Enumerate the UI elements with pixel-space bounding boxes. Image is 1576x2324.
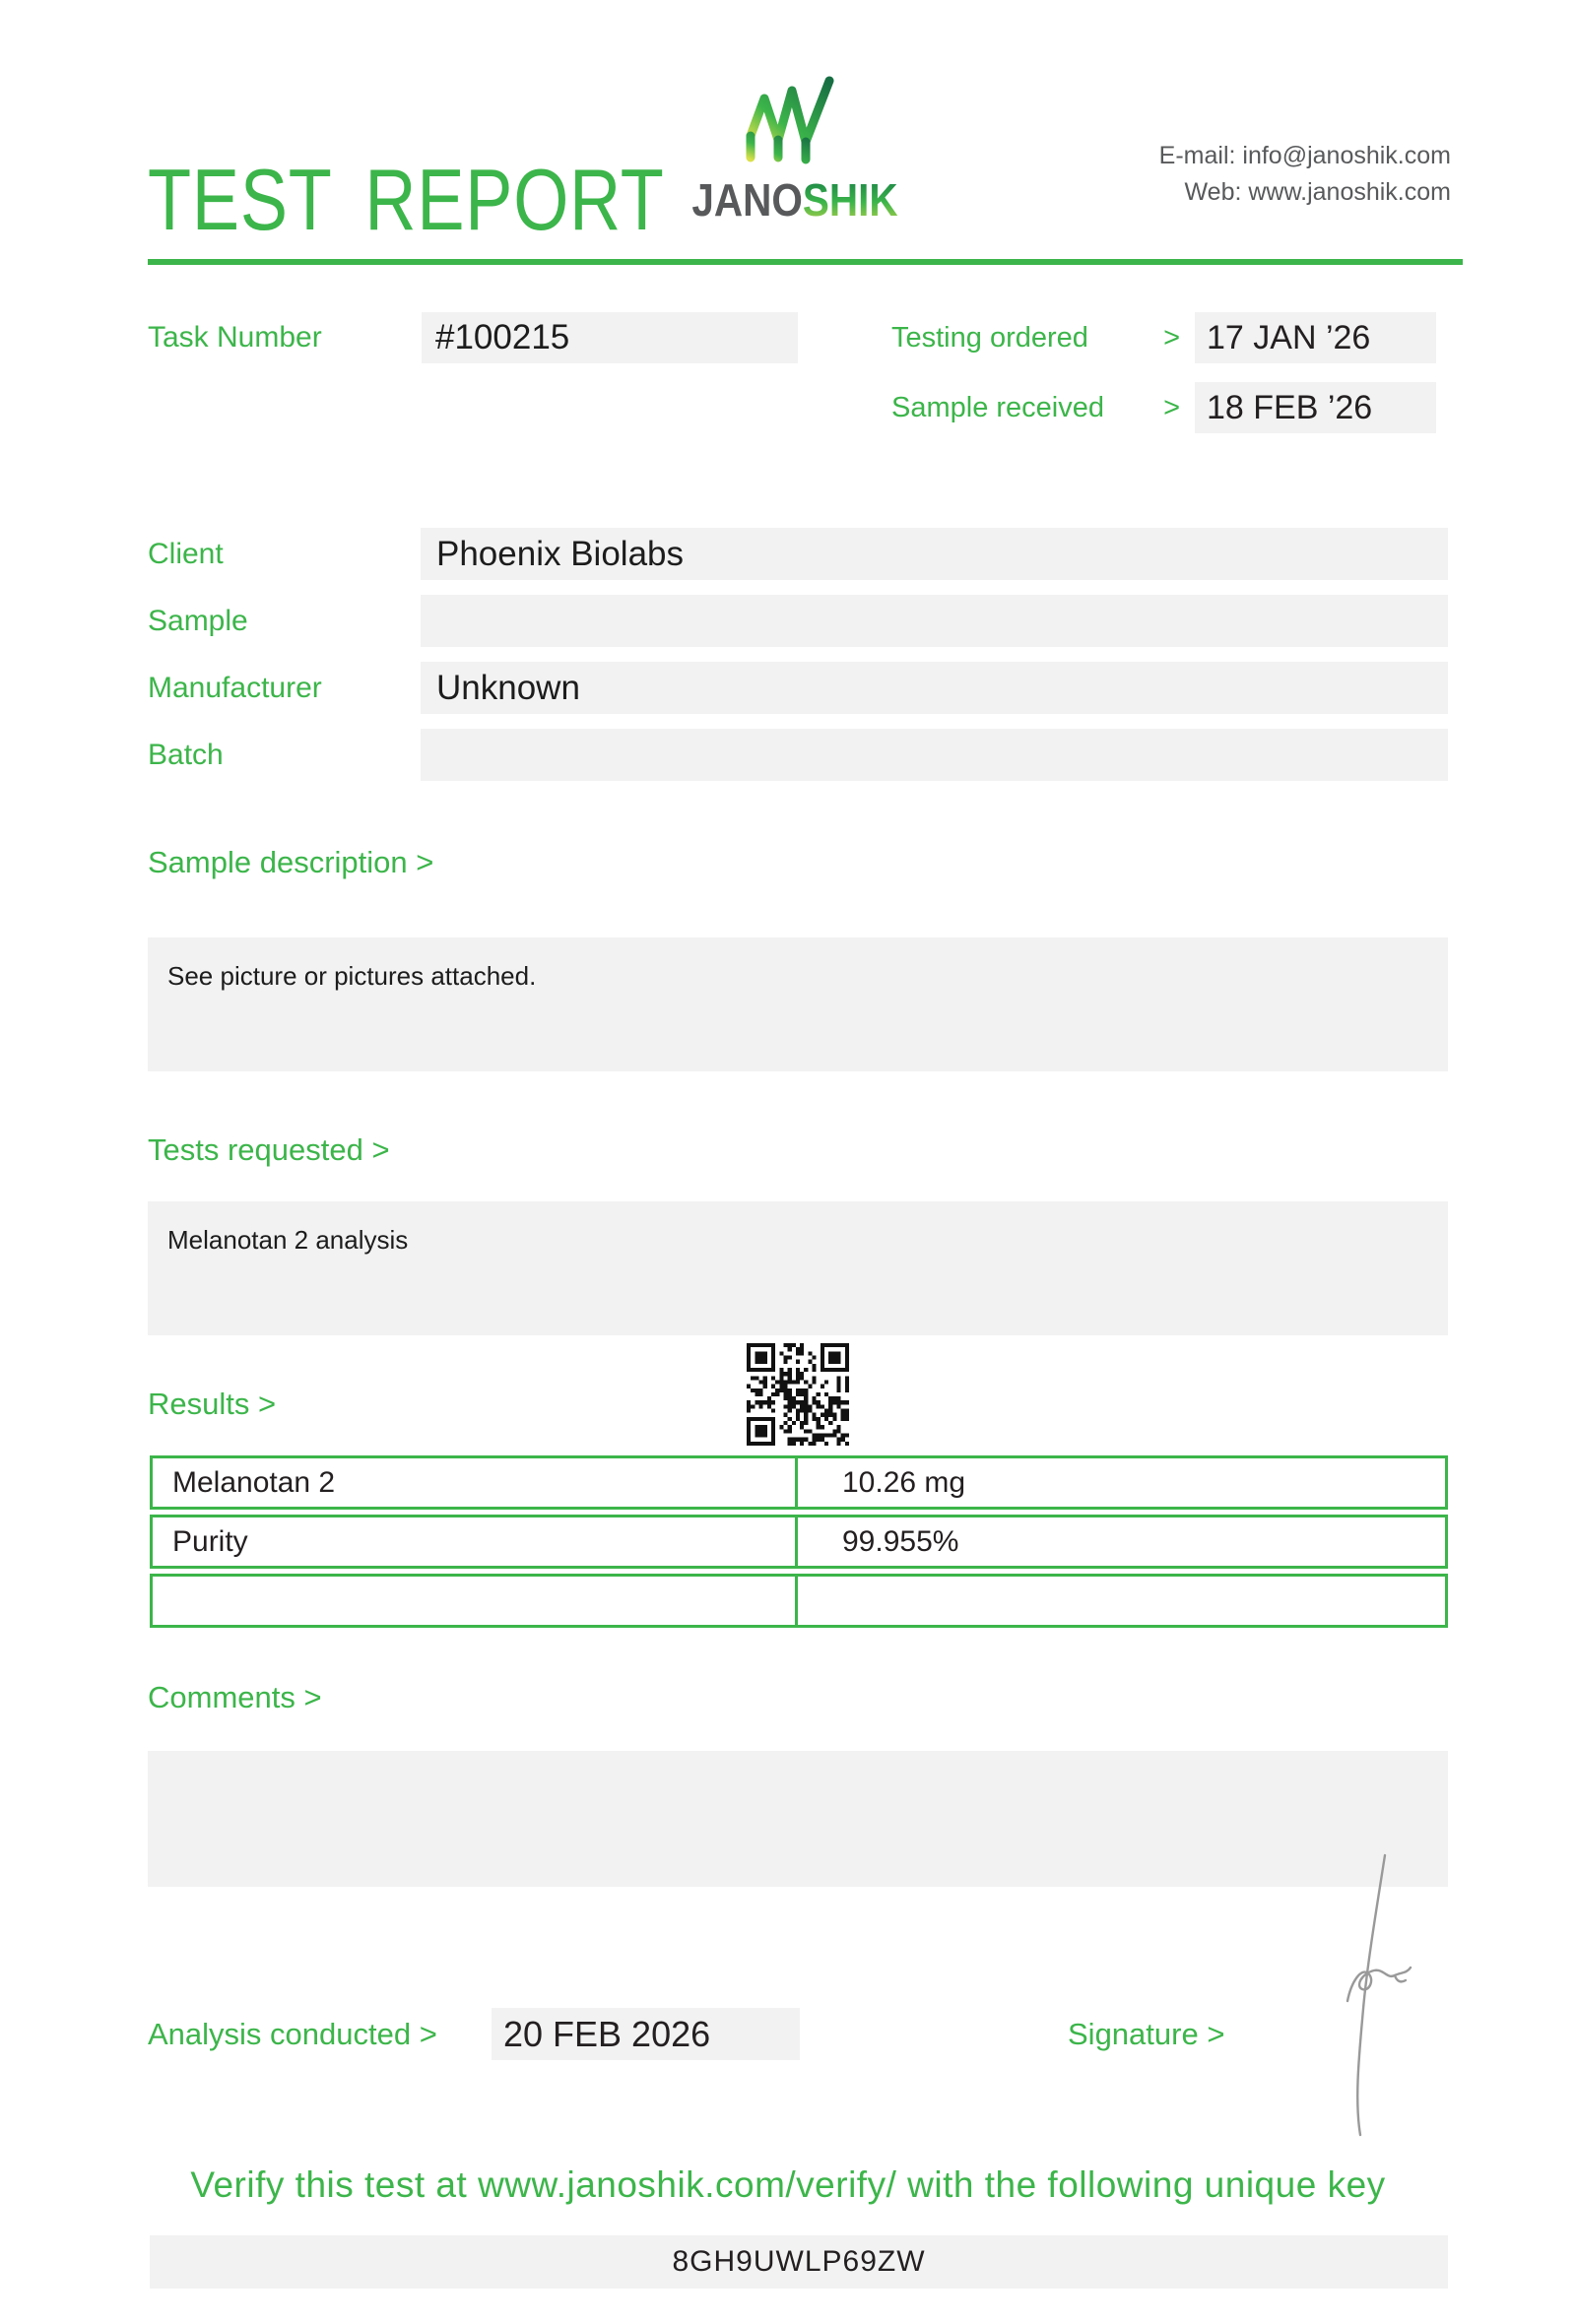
- brand-chart-icon: [741, 75, 843, 167]
- brand-wordmark-gray: JANO: [691, 174, 803, 226]
- sample-description-box: [148, 937, 1448, 1071]
- tests-requested-box: [148, 1201, 1448, 1335]
- manufacturer-label: Manufacturer: [148, 671, 322, 704]
- tests-requested-content: Melanotan 2 analysis: [167, 1225, 409, 1255]
- sample-field: [421, 595, 1448, 647]
- signature-handwriting: [1298, 1851, 1416, 2142]
- sample-row: [148, 595, 1448, 647]
- page-title: TEST REPORT: [148, 151, 665, 248]
- sample-description-content: See picture or pictures attached.: [167, 961, 537, 991]
- task-number-field: [422, 312, 798, 363]
- sample-received-arrow: >: [1163, 391, 1180, 423]
- analysis-date-field: [492, 2008, 800, 2060]
- table-row: [150, 1455, 1448, 1510]
- sample-label: Sample: [148, 604, 248, 637]
- batch-field: [421, 729, 1448, 781]
- table-row: [150, 1515, 1448, 1569]
- testing-ordered-arrow: >: [1163, 321, 1180, 354]
- verify-text: Verify this test at www.janoshik.com/verify/ with the following unique key: [190, 2164, 1386, 2205]
- comments-label: Comments >: [148, 1680, 322, 1714]
- client-field: [421, 528, 1448, 580]
- contact-email: E-mail: info@janoshik.com: [1158, 142, 1451, 169]
- sample-description-label: Sample description >: [148, 845, 434, 879]
- brand-wordmark: [687, 173, 903, 226]
- verify-key-field: [150, 2235, 1448, 2289]
- testing-ordered-label: Testing ordered >: [891, 321, 1180, 354]
- analysis-conducted-label: Analysis conducted >: [148, 2017, 437, 2051]
- result-value: [795, 1577, 1445, 1625]
- comments-content: [148, 1751, 1448, 1775]
- signature-label: Signature >: [1068, 2017, 1225, 2051]
- table-row: [150, 1574, 1448, 1628]
- manufacturer-row: [148, 662, 1448, 714]
- sample-received-label: Sample received >: [891, 391, 1180, 423]
- result-value: 10.26 mg: [795, 1458, 1445, 1507]
- client-label: Client: [148, 537, 224, 570]
- testing-ordered-field: [1195, 312, 1436, 363]
- client-value: Phoenix Biolabs: [436, 534, 684, 573]
- task-number-value: #100215: [435, 318, 570, 356]
- batch-label: Batch: [148, 738, 224, 771]
- task-number-label: Task Number: [148, 321, 322, 354]
- result-name: [153, 1577, 795, 1625]
- results-label: Results >: [148, 1387, 277, 1421]
- batch-row: [148, 729, 1448, 781]
- result-value: 99.955%: [795, 1517, 1445, 1566]
- client-row: [148, 528, 1448, 580]
- sample-received-field: [1195, 382, 1436, 433]
- qr-code: [747, 1343, 849, 1446]
- sample-received-row: [891, 382, 1436, 433]
- brand-wordmark-green: SHIK: [802, 174, 898, 226]
- sample-received-value: 18 FEB ’26: [1207, 388, 1373, 426]
- manufacturer-field: [421, 662, 1448, 714]
- contact-block: [1159, 138, 1451, 211]
- results-table: [150, 1455, 1448, 1633]
- verify-key-value: 8GH9UWLP69ZW: [672, 2245, 926, 2278]
- tests-requested-label: Tests requested >: [148, 1132, 390, 1167]
- contact-web: Web: www.janoshik.com: [1184, 178, 1451, 206]
- testing-ordered-row: [891, 312, 1436, 363]
- header-divider: [148, 259, 1463, 265]
- result-name: Purity: [172, 1524, 248, 1558]
- result-name: Melanotan 2: [172, 1465, 336, 1499]
- comments-box: [148, 1751, 1448, 1887]
- analysis-date-value: 20 FEB 2026: [503, 2013, 711, 2054]
- manufacturer-value: Unknown: [436, 668, 580, 707]
- testing-ordered-value: 17 JAN ’26: [1207, 318, 1371, 356]
